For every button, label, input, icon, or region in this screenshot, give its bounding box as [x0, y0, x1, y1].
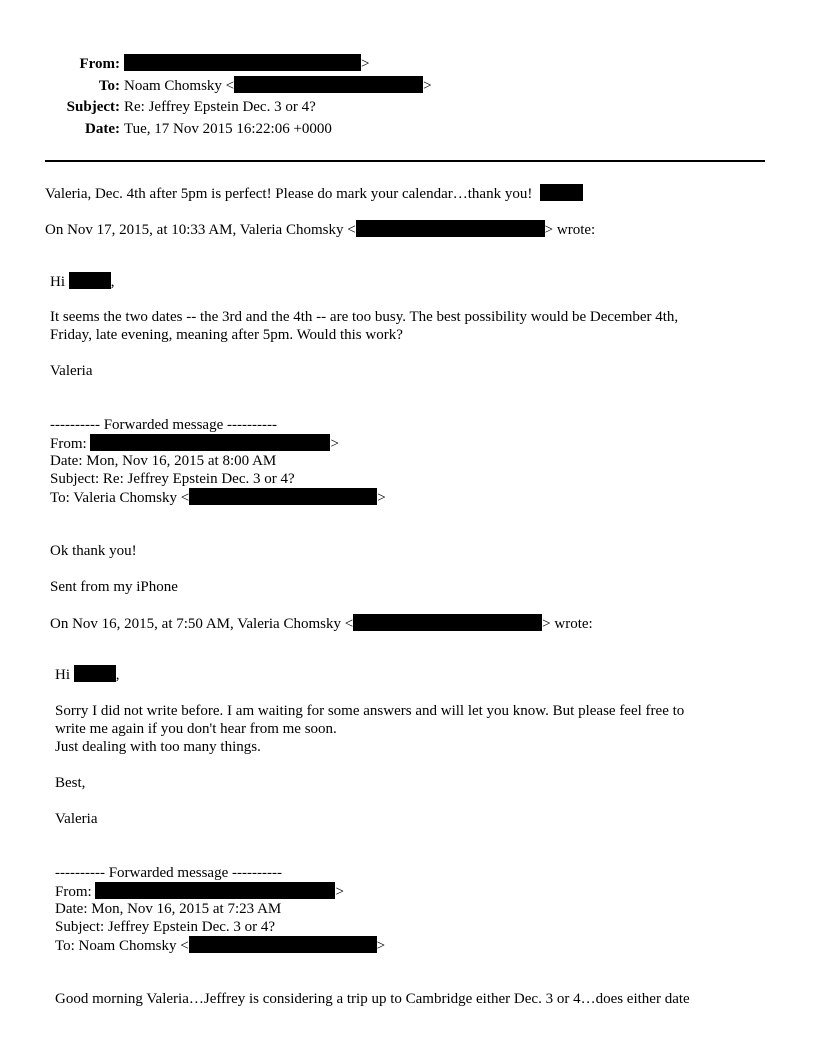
subject-value: Re: Jeffrey Epstein Dec. 3 or 4? — [124, 99, 316, 115]
body-line: write me again if you don't hear from me soon. — [55, 721, 337, 737]
to-value: Noam Chomsky < — [124, 78, 235, 94]
redaction-block — [234, 76, 423, 93]
forwarded-from-label: From: — [50, 436, 91, 452]
header-to-row — [45, 76, 432, 95]
to-label: To: — [98, 78, 120, 94]
forwarded-from — [55, 882, 385, 900]
msg2-sent-from: Sent from my iPhone — [50, 579, 178, 595]
date-value: Tue, 17 Nov 2015 16:22:06 +0000 — [124, 121, 332, 137]
forwarded-subject: Subject: Re: Jeffrey Epstein Dec. 3 or 4? — [50, 471, 295, 487]
reply-text: Valeria, Dec. 4th after 5pm is perfect! Please do mark your calendar…thank you! — [45, 186, 533, 202]
body-line: It seems the two dates -- the 3rd and the 4th -- are too busy. The best possibility would be December 4th, — [50, 309, 679, 325]
redaction-block — [90, 434, 330, 451]
redaction-block — [124, 54, 361, 71]
header-from-row — [45, 54, 369, 73]
forwarded-to-label: To: Valeria Chomsky < — [50, 490, 190, 506]
forwarded-message-1 — [50, 416, 386, 506]
greeting-suffix: , — [110, 274, 115, 290]
msg2-body: Ok thank you! — [50, 543, 137, 559]
body-line: Just dealing with too many things. — [55, 739, 261, 755]
header-divider — [45, 160, 765, 162]
to-suffix: > — [423, 78, 432, 94]
forwarded-from — [50, 434, 386, 452]
greeting-text: Hi — [55, 667, 70, 683]
msg2-quote-intro — [50, 614, 593, 633]
header-date-row — [45, 120, 332, 138]
from-suffix: > — [361, 56, 370, 72]
forwarded-to — [55, 936, 385, 954]
reply-body — [45, 184, 583, 203]
msg3-body — [55, 702, 684, 756]
redaction-block — [356, 220, 545, 237]
redaction-block — [95, 882, 335, 899]
msg1-greeting — [50, 272, 115, 291]
forwarded-from-suffix: > — [330, 436, 339, 452]
from-label: From: — [79, 56, 120, 72]
forwarded-to-suffix: > — [376, 938, 386, 954]
greeting-text: Hi — [50, 274, 65, 290]
forwarded-from-label: From: — [55, 884, 96, 900]
forwarded-title: ---------- Forwarded message ---------- — [55, 865, 282, 881]
forwarded-date: Date: Mon, Nov 16, 2015 at 7:23 AM — [55, 901, 282, 917]
msg1-body — [50, 308, 678, 344]
forwarded-subject: Subject: Jeffrey Epstein Dec. 3 or 4? — [55, 919, 276, 935]
redaction-block — [69, 272, 111, 289]
forwarded-to-label: To: Noam Chomsky < — [55, 938, 189, 954]
forwarded-to-suffix: > — [377, 490, 386, 506]
quote-intro-suffix: > wrote: — [544, 222, 596, 238]
redaction-block — [74, 665, 116, 682]
msg4-body: Good morning Valeria…Jeffrey is considering a trip up to Cambridge either Dec. 3 or 4…does either date — [55, 991, 690, 1007]
body-line: Friday, late evening, meaning after 5pm. Would this work? — [50, 327, 403, 343]
quote-intro-text: On Nov 16, 2015, at 7:50 AM, Valeria Chomsky < — [50, 616, 354, 632]
subject-label: Subject: — [66, 99, 120, 115]
msg3-signature: Valeria — [55, 811, 98, 827]
msg3-greeting — [55, 665, 120, 684]
redaction-block — [540, 184, 583, 201]
quote-intro-suffix: > wrote: — [542, 616, 593, 632]
redaction-block — [189, 936, 377, 953]
redaction-block — [353, 614, 542, 631]
forwarded-date: Date: Mon, Nov 16, 2015 at 8:00 AM — [50, 453, 277, 469]
msg1-signature: Valeria — [50, 363, 93, 379]
date-label: Date: — [85, 121, 120, 137]
forwarded-from-suffix: > — [335, 884, 344, 900]
forwarded-to — [50, 488, 386, 506]
forwarded-message-2 — [55, 864, 385, 954]
quote-intro-text: On Nov 17, 2015, at 10:33 AM, Valeria Chomsky < — [45, 222, 356, 238]
reply-quote-intro — [45, 220, 595, 239]
greeting-suffix: , — [115, 667, 120, 683]
body-line: Sorry I did not write before. I am waiting for some answers and will let you know. But please feel free to — [55, 703, 685, 719]
redaction-block — [189, 488, 377, 505]
forwarded-title: ---------- Forwarded message ---------- — [50, 417, 277, 433]
header-subject-row — [45, 98, 316, 116]
msg3-closing: Best, — [55, 775, 86, 791]
